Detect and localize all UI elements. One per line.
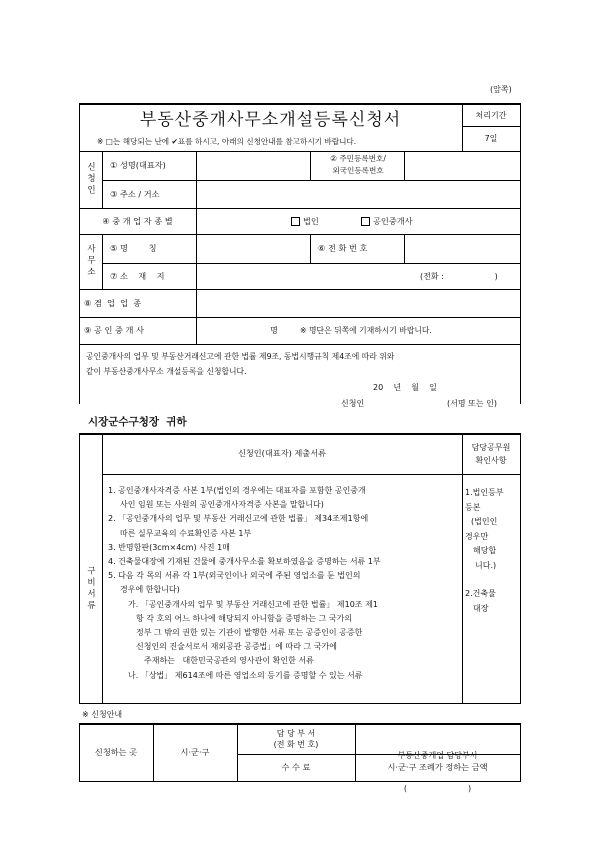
recipient: 시장군수구청장 귀하 xyxy=(88,416,187,428)
agents-unit: 명 xyxy=(270,325,278,335)
list-item: 해당합 xyxy=(473,546,497,555)
form-title: 부동산중개사무소개설등록신청서 xyxy=(139,110,402,130)
official-items xyxy=(465,486,519,616)
page-side-label: (앞쪽) xyxy=(490,85,512,94)
guide-where-value: 시·군·구 xyxy=(180,746,210,757)
list-item: 3. 반명함판(3cm×4cm) 사진 1매 xyxy=(108,542,230,552)
office-name-label: ⑤ 명 칭 xyxy=(110,243,157,253)
list-item: 가. 「공인중개사의 업무 및 부동산 거래신고에 관한 법률」 제10조 제1 xyxy=(128,599,378,609)
declaration-sign: (서명 또는 인) xyxy=(447,399,497,408)
guide-fee-value: 시·군·구 조례가 정하는 금액 xyxy=(387,762,488,772)
list-item: 사인 임원 또는 사원의 공인중개사자격증 사본을 말합니다) xyxy=(120,500,324,510)
list-item: 니다.) xyxy=(475,560,497,570)
checkbox-icon[interactable] xyxy=(361,217,370,226)
guide-dept-label: 담 당 부 서 (전 화 번 호) xyxy=(273,729,319,749)
guide-fee-label: 수 수 료 xyxy=(281,762,311,772)
list-item: 대장 xyxy=(473,603,489,613)
processing-period-value: 7일 xyxy=(484,134,498,143)
declaration-date: 20 년 월 일 xyxy=(373,383,437,392)
broker-type-label: ④ 중 개 업 자 종 별 xyxy=(102,215,173,226)
broker-type-corp-option[interactable]: 법인 xyxy=(291,208,351,234)
list-item: 1. 공인중개사자격증 사본 1부(법인의 경우에는 대표자를 포함한 공인중개 xyxy=(108,486,366,495)
broker-type-individual-option[interactable]: 공인중개사 xyxy=(361,208,461,234)
office-section-label: 사무소 xyxy=(85,244,96,279)
declaration-text: 공인중개사의 업무 및 부동산거래신고에 관한 법률 제9조, 동법시행규칙 제4조에 따라 위와 같이 부동산중개사무소 개설등록을 신청합니다. xyxy=(86,352,395,376)
list-item: 4. 건축물대장에 기재된 건물에 중개사무소를 확보하였음을 증명하는 서류 1부 xyxy=(108,557,381,567)
guide-dept-value: 부동산중개업 담당부서 ( ) xyxy=(397,751,478,793)
documents-list xyxy=(108,484,458,683)
applicant-address-field[interactable] xyxy=(197,181,519,207)
applicant-id-label: ② 주민등록번호/ 외국인등록번호 xyxy=(330,154,386,175)
list-item: 2.건축물 xyxy=(465,589,496,598)
guide-where-label: 신청하는 곳 xyxy=(94,746,138,757)
guide-heading: ※ 신청안내 xyxy=(82,710,123,719)
office-location-phone: (전화 : ) xyxy=(420,271,498,281)
documents-section-label: 구비서류 xyxy=(85,565,96,612)
applicant-section-label: 신청인 xyxy=(85,162,96,197)
list-item: 나. 「상법」 제614조에 따른 영업소의 등기를 증명할 수 있는 서류 xyxy=(128,670,363,680)
agents-label: ⑨ 공 인 중 개 사 xyxy=(84,325,144,335)
list-item: 경우에 한합니다) xyxy=(120,585,180,595)
list-item: 정부 그 밖의 권한 있는 기관이 발행한 서류 또는 공증인이 공증한 xyxy=(136,628,363,638)
applicant-id-field[interactable] xyxy=(405,152,519,179)
agents-note: ※ 명단은 뒤쪽에 기재하시기 바랍니다. xyxy=(300,326,432,335)
business-type-field[interactable] xyxy=(197,290,519,316)
list-item: 1.법인등부 xyxy=(465,488,504,497)
list-item: 주재하는 대한민국공관의 영사관이 확인한 서류 xyxy=(144,656,314,666)
office-phone-field[interactable] xyxy=(405,235,519,262)
applicant-name-field[interactable] xyxy=(197,152,309,179)
list-item: 2. 「공인중개사의 업무 및 부동산 거래신고에 관한 법률」 제34조제1항에 xyxy=(108,514,369,524)
business-type-label: ⑧ 겸 업 업 종 xyxy=(84,297,142,308)
list-item: 5. 다음 각 목의 서류 각 1부(외국인이나 외국에 주된 영업소를 둔 법인의 xyxy=(108,571,361,581)
list-item: 신청인의 진술서로서 재외공관 공증법」에 따라 그 국가에 xyxy=(136,642,337,652)
official-check-header: 담당공무원 확인사항 xyxy=(471,443,511,465)
list-item: (법인인 xyxy=(471,517,498,526)
declaration-applicant-label: 신청인 xyxy=(341,399,365,408)
list-item: 따른 실무교육의 수료확인증 사본 1부 xyxy=(120,528,252,538)
office-location-label: ⑦ 소 재 지 xyxy=(110,270,165,281)
instruction-note: ※ □는 해당되는 난에 ✔표를 하시고, 아래의 신청안내를 참고하시기 바랍니다. xyxy=(97,136,357,146)
list-item: 항 각 호의 어느 하나에 해당되지 아니함을 증명하는 그 국가의 xyxy=(136,613,353,623)
office-name-field[interactable] xyxy=(197,235,309,262)
office-phone-label: ⑥ 전 화 번 호 xyxy=(318,243,368,253)
applicant-address-label: ③ 주소 / 거소 xyxy=(110,188,160,199)
checkbox-icon[interactable] xyxy=(291,217,300,226)
documents-header: 신청인(대표자) 제출서류 xyxy=(237,448,327,458)
list-item: 경우만 xyxy=(465,531,489,541)
list-item: 등본 xyxy=(465,502,481,512)
applicant-name-label: ① 성명(대표자) xyxy=(110,160,166,170)
processing-period-label: 처리기간 xyxy=(475,110,507,120)
